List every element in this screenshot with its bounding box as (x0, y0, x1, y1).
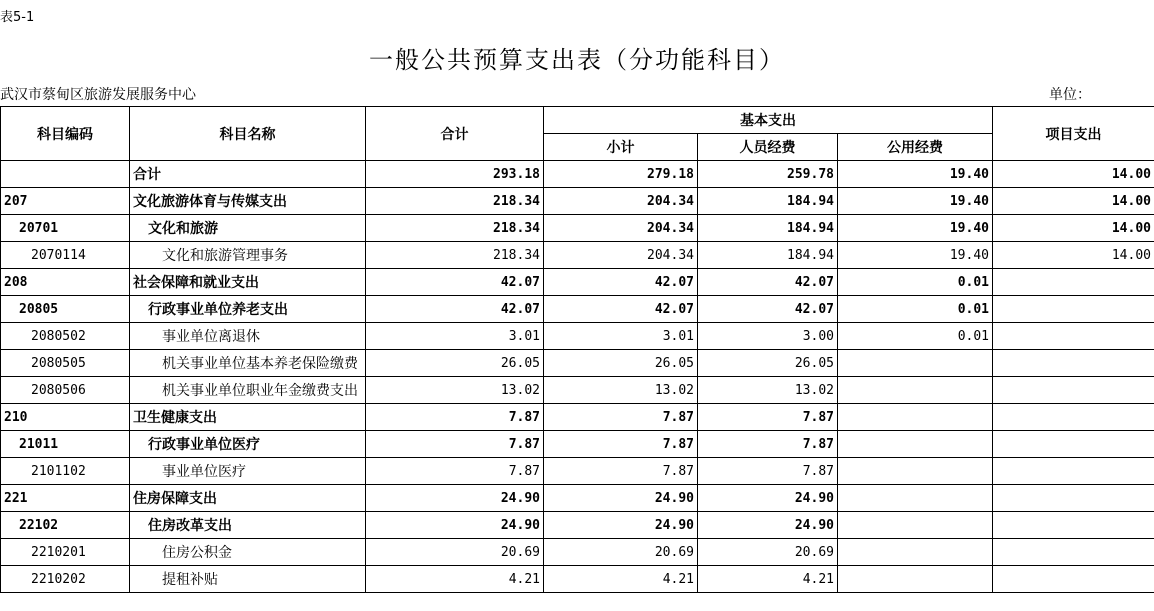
unit-label: 单位： (1049, 87, 1091, 103)
row-personnel: 259.78 (698, 161, 838, 188)
row-project (993, 296, 1154, 323)
row-personnel: 13.02 (698, 377, 838, 404)
organization-name: 武汉市蔡甸区旅游发展服务中心 (0, 87, 196, 103)
row-public (838, 512, 993, 539)
row-total: 7.87 (366, 431, 544, 458)
row-code: 2210202 (1, 566, 130, 593)
row-subtotal: 204.34 (544, 215, 698, 242)
row-project (993, 539, 1154, 566)
row-code: 22102 (1, 512, 130, 539)
header-project: 项目支出 (993, 107, 1154, 161)
row-code: 2080502 (1, 323, 130, 350)
row-total: 218.34 (366, 188, 544, 215)
row-project (993, 404, 1154, 431)
row-personnel: 42.07 (698, 269, 838, 296)
header-basic: 基本支出 (544, 107, 993, 134)
row-total: 26.05 (366, 350, 544, 377)
row-personnel: 7.87 (698, 404, 838, 431)
row-total: 4.21 (366, 566, 544, 593)
row-name: 行政事业单位养老支出 (130, 296, 366, 323)
row-total: 218.34 (366, 215, 544, 242)
row-total: 42.07 (366, 269, 544, 296)
row-name: 社会保障和就业支出 (130, 269, 366, 296)
row-public: 19.40 (838, 215, 993, 242)
table-row (1, 296, 1154, 323)
budget-table (0, 106, 1154, 593)
row-code: 221 (1, 485, 130, 512)
row-total: 24.90 (366, 485, 544, 512)
table-number-label: 表5-1 (0, 10, 35, 25)
row-public: 0.01 (838, 269, 993, 296)
row-total: 7.87 (366, 404, 544, 431)
table-row (1, 458, 1154, 485)
row-name: 住房改革支出 (130, 512, 366, 539)
row-subtotal: 42.07 (544, 269, 698, 296)
table-row (1, 188, 1154, 215)
row-project: 14.00 (993, 161, 1154, 188)
row-subtotal: 204.34 (544, 188, 698, 215)
row-name: 文化和旅游管理事务 (130, 242, 366, 269)
row-personnel: 184.94 (698, 242, 838, 269)
row-personnel: 184.94 (698, 188, 838, 215)
row-total: 218.34 (366, 242, 544, 269)
row-code: 210 (1, 404, 130, 431)
row-code: 21011 (1, 431, 130, 458)
row-name: 行政事业单位医疗 (130, 431, 366, 458)
row-subtotal: 7.87 (544, 458, 698, 485)
row-public: 19.40 (838, 188, 993, 215)
row-code: 20701 (1, 215, 130, 242)
row-project (993, 485, 1154, 512)
table-row (1, 350, 1154, 377)
row-name: 文化旅游体育与传媒支出 (130, 188, 366, 215)
row-name: 文化和旅游 (130, 215, 366, 242)
row-subtotal: 4.21 (544, 566, 698, 593)
header-total: 合计 (366, 107, 544, 161)
row-public (838, 539, 993, 566)
row-total: 24.90 (366, 512, 544, 539)
row-project (993, 566, 1154, 593)
row-code: 208 (1, 269, 130, 296)
row-personnel: 3.00 (698, 323, 838, 350)
row-name: 提租补贴 (130, 566, 366, 593)
table-row (1, 161, 1154, 188)
row-total: 42.07 (366, 296, 544, 323)
row-subtotal: 24.90 (544, 485, 698, 512)
row-code: 20805 (1, 296, 130, 323)
row-public: 0.01 (838, 323, 993, 350)
row-public: 19.40 (838, 161, 993, 188)
row-project (993, 269, 1154, 296)
row-project (993, 512, 1154, 539)
row-project (993, 458, 1154, 485)
table-row (1, 242, 1154, 269)
row-subtotal: 3.01 (544, 323, 698, 350)
row-personnel: 24.90 (698, 485, 838, 512)
row-personnel: 7.87 (698, 458, 838, 485)
row-total: 20.69 (366, 539, 544, 566)
row-public (838, 350, 993, 377)
row-name: 事业单位医疗 (130, 458, 366, 485)
row-project (993, 377, 1154, 404)
row-project: 14.00 (993, 188, 1154, 215)
row-personnel: 26.05 (698, 350, 838, 377)
row-name: 机关事业单位基本养老保险缴费 (130, 350, 366, 377)
row-code: 2070114 (1, 242, 130, 269)
row-personnel: 20.69 (698, 539, 838, 566)
row-project (993, 350, 1154, 377)
row-public (838, 404, 993, 431)
header-subtotal: 小计 (544, 134, 698, 161)
table-row (1, 431, 1154, 458)
row-subtotal: 26.05 (544, 350, 698, 377)
row-name: 机关事业单位职业年金缴费支出 (130, 377, 366, 404)
row-public (838, 431, 993, 458)
table-row (1, 485, 1154, 512)
row-subtotal: 20.69 (544, 539, 698, 566)
header-code: 科目编码 (1, 107, 130, 161)
row-total: 3.01 (366, 323, 544, 350)
table-row (1, 269, 1154, 296)
row-total: 293.18 (366, 161, 544, 188)
row-name: 住房公积金 (130, 539, 366, 566)
row-personnel: 7.87 (698, 431, 838, 458)
table-row (1, 404, 1154, 431)
row-public (838, 458, 993, 485)
row-personnel: 24.90 (698, 512, 838, 539)
row-project (993, 323, 1154, 350)
row-code: 2210201 (1, 539, 130, 566)
row-personnel: 184.94 (698, 215, 838, 242)
table-row (1, 323, 1154, 350)
table-body (1, 161, 1154, 593)
row-name: 事业单位离退休 (130, 323, 366, 350)
row-project (993, 431, 1154, 458)
row-subtotal: 24.90 (544, 512, 698, 539)
row-personnel: 4.21 (698, 566, 838, 593)
row-public (838, 566, 993, 593)
table-row (1, 215, 1154, 242)
header-public: 公用经费 (838, 134, 993, 161)
row-public (838, 485, 993, 512)
table-header (1, 107, 1154, 161)
row-subtotal: 279.18 (544, 161, 698, 188)
row-code: 2080506 (1, 377, 130, 404)
row-personnel: 42.07 (698, 296, 838, 323)
row-project: 14.00 (993, 242, 1154, 269)
row-public: 19.40 (838, 242, 993, 269)
row-subtotal: 204.34 (544, 242, 698, 269)
row-subtotal: 7.87 (544, 431, 698, 458)
row-project: 14.00 (993, 215, 1154, 242)
row-name: 合计 (130, 161, 366, 188)
row-code: 207 (1, 188, 130, 215)
table-row (1, 539, 1154, 566)
row-public (838, 377, 993, 404)
row-code: 2080505 (1, 350, 130, 377)
header-personnel: 人员经费 (698, 134, 838, 161)
row-code: 2101102 (1, 458, 130, 485)
header-name: 科目名称 (130, 107, 366, 161)
row-total: 13.02 (366, 377, 544, 404)
table-row (1, 566, 1154, 593)
row-subtotal: 13.02 (544, 377, 698, 404)
row-subtotal: 7.87 (544, 404, 698, 431)
table-row (1, 512, 1154, 539)
page-title: 一般公共预算支出表（分功能科目） (369, 46, 785, 74)
table-row (1, 377, 1154, 404)
row-total: 7.87 (366, 458, 544, 485)
row-public: 0.01 (838, 296, 993, 323)
row-name: 住房保障支出 (130, 485, 366, 512)
row-subtotal: 42.07 (544, 296, 698, 323)
row-name: 卫生健康支出 (130, 404, 366, 431)
row-code (1, 161, 130, 188)
